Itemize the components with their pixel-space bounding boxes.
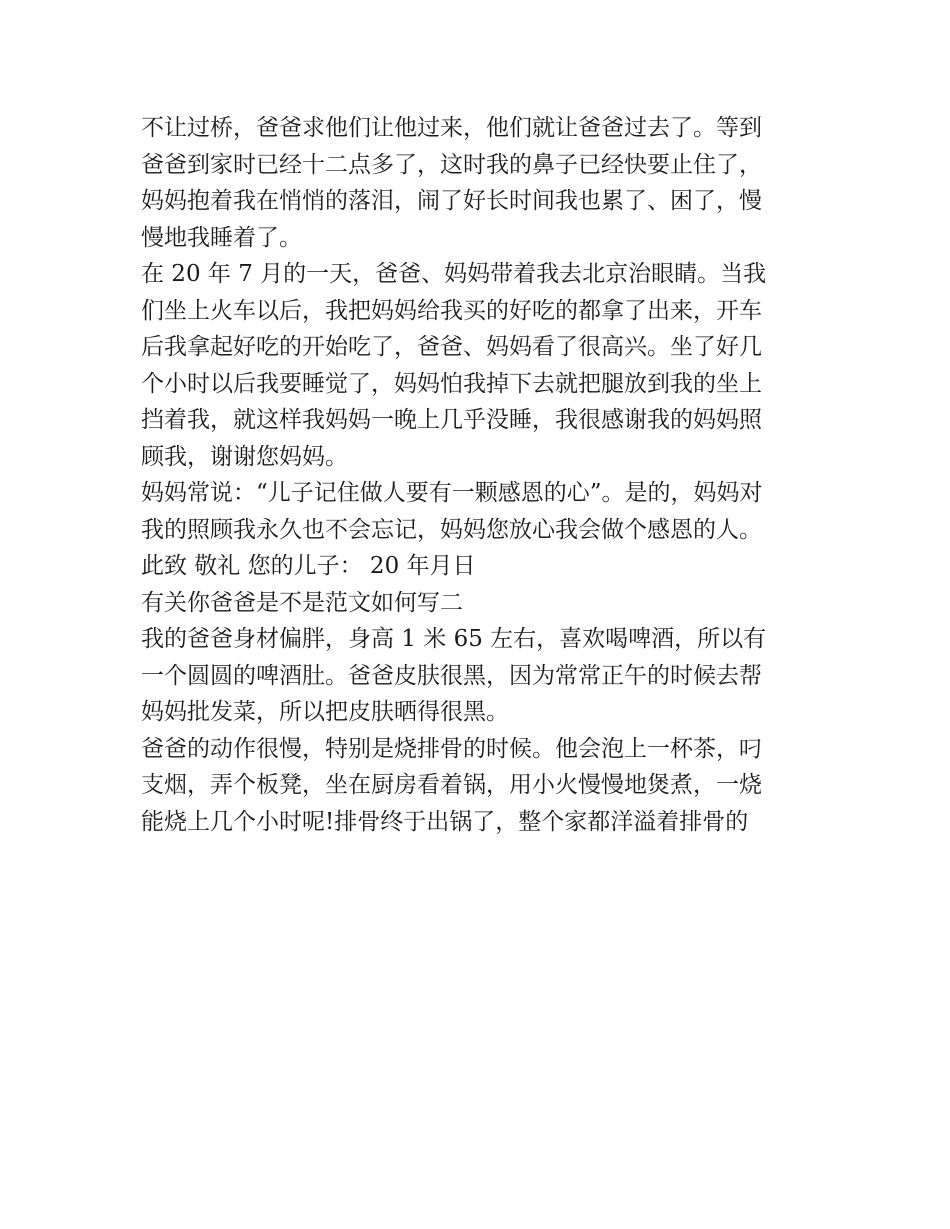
section-heading: 有关你爸爸是不是范文如何写二 (141, 589, 463, 616)
text-line: 支烟，弄个板凳，坐在厨房看着锅，用小火慢慢地煲煮，一烧 (141, 772, 762, 798)
text-line: 一个圆圆的啤酒肚。爸爸皮肤很黑，因为常常正午的时候去帮 (141, 662, 762, 689)
text-line: 爸爸到家时已经十二点多了，这时我的鼻子已经快要止住了， (141, 151, 762, 178)
text-line: 个小时以后我要睡觉了，妈妈怕我掉下去就把腿放到我的坐上 (141, 370, 762, 397)
text-line: 慢地我睡着了。 (141, 224, 302, 251)
text-line: 我的照顾我永久也不会忘记，妈妈您放心我会做个感恩的人。 (141, 516, 762, 543)
text-line: 我的爸爸身材偏胖，身高 1 米 65 左右，喜欢喝啤酒，所以有 (141, 626, 767, 652)
text-line: 妈妈抱着我在悄悄的落泪，闹了好长时间我也累了、困了，慢 (141, 188, 762, 214)
text-line: 在 20 年 7 月的一天，爸爸、妈妈带着我去北京治眼睛。当我 (141, 261, 767, 287)
text-line: 挡着我，就这样我妈妈一晚上几乎没睡，我很感谢我的妈妈照 (141, 407, 762, 433)
text-line: 妈妈批发菜，所以把皮肤晒得很黑。 (141, 699, 509, 725)
text-line: 顾我，谢谢您妈妈。 (141, 443, 348, 470)
text-line: 们坐上火车以后，我把妈妈给我买的好吃的都拿了出来，开车 (141, 297, 762, 324)
text-line: 妈妈常说：“儿子记住做人要有一颗感恩的心”。是的，妈妈对 (141, 480, 763, 506)
text-line: 后我拿起好吃的开始吃了，爸爸、妈妈看了很高兴。坐了好几 (141, 334, 762, 360)
text-line: 爸爸的动作很慢，特别是烧排骨的时候。他会泡上一杯茶，叼 (141, 735, 762, 762)
text-line: 能烧上几个小时呢!排骨终于出锅了，整个家都洋溢着排骨的 (141, 808, 749, 835)
text-line: 不让过桥，爸爸求他们让他过来，他们就让爸爸过去了。等到 (141, 115, 762, 141)
text-line: 此致 敬礼 您的儿子： 20 年月日 (141, 553, 476, 579)
document-body (141, 110, 821, 840)
